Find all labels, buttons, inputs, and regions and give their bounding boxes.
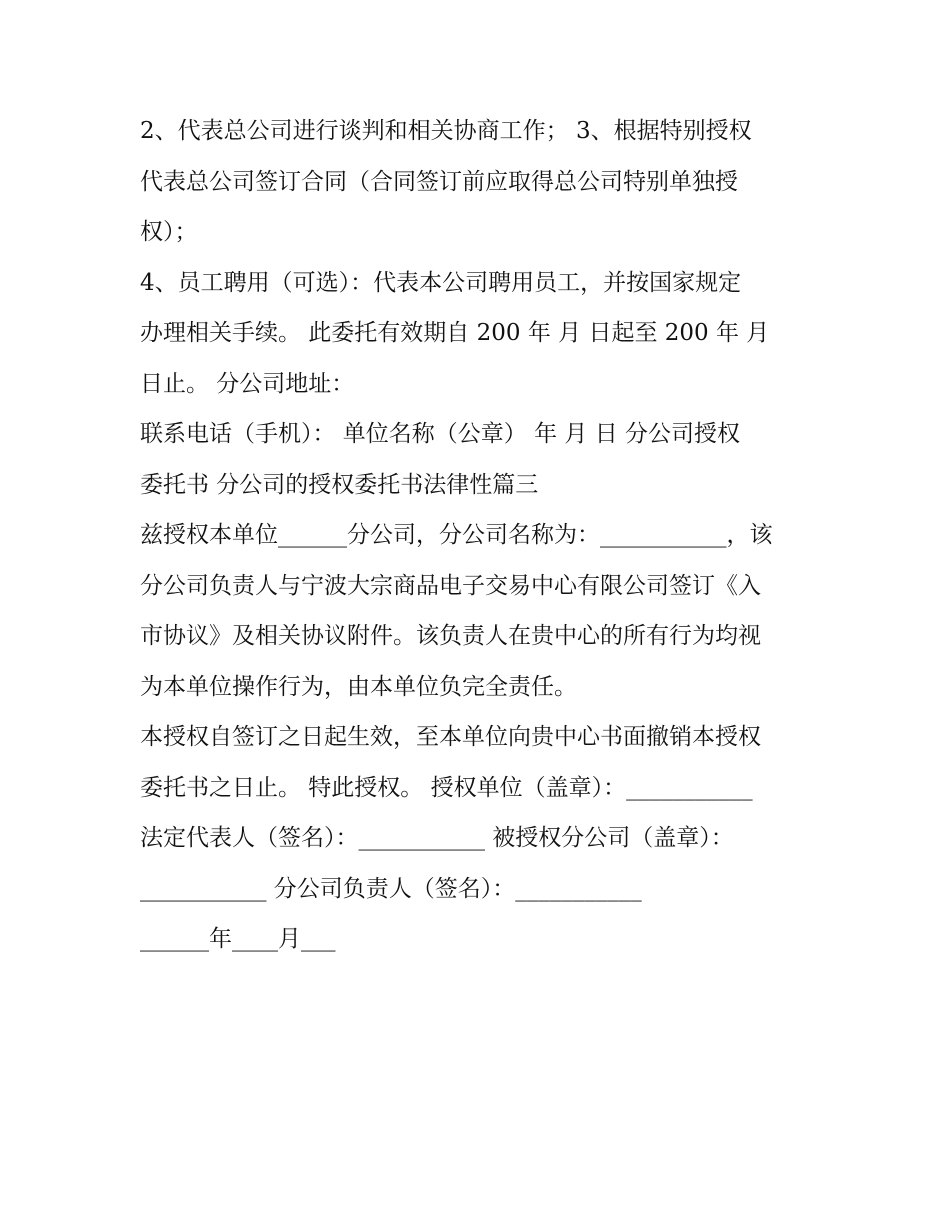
text-line: 委托书 分公司的授权委托书法律性篇三	[140, 471, 539, 498]
text-line: 为本单位操作行为，由本单位负完全责任。	[140, 673, 577, 700]
text-line: 兹授权本单位______分公司，分公司名称为：___________，该	[140, 522, 773, 548]
text-line: 市协议》及相关协议附件。该负责人在贵中心的所有行为均视	[140, 623, 761, 649]
text-line: 本授权自签订之日起生效，至本单位向贵中心书面撤销本授权	[140, 724, 761, 750]
text-line: 分公司负责人与宁波大宗商品电子交易中心有限公司签订《入	[140, 572, 761, 599]
text-line: ___________ 分公司负责人（签名）：___________	[140, 875, 642, 902]
text-line: 日止。 分公司地址：	[140, 370, 355, 397]
document-body	[140, 106, 820, 965]
text-line: 法定代表人（签名）：___________ 被授权分公司（盖章）：	[140, 825, 734, 851]
text-line: 权）；	[140, 219, 198, 245]
text-line: 2、代表总公司进行谈判和相关协商工作； 3、根据特别授权	[140, 118, 752, 144]
text-line: 委托书之日止。 特此授权。 授权单位（盖章）：___________	[140, 774, 753, 801]
text-line: 联系电话（手机）： 单位名称（公章） 年 月 日 分公司授权	[140, 421, 741, 447]
text-line: 代表总公司签订合同（合同签订前应取得总公司特别单独授	[140, 168, 738, 195]
text-line: 4、员工聘用（可选）：代表本公司聘用员工，并按国家规定	[140, 269, 742, 296]
text-line: ______年____月___	[140, 926, 336, 952]
text-line: 办理相关手续。 此委托有效期自 200 年 月 日起至 200 年 月	[140, 320, 770, 346]
